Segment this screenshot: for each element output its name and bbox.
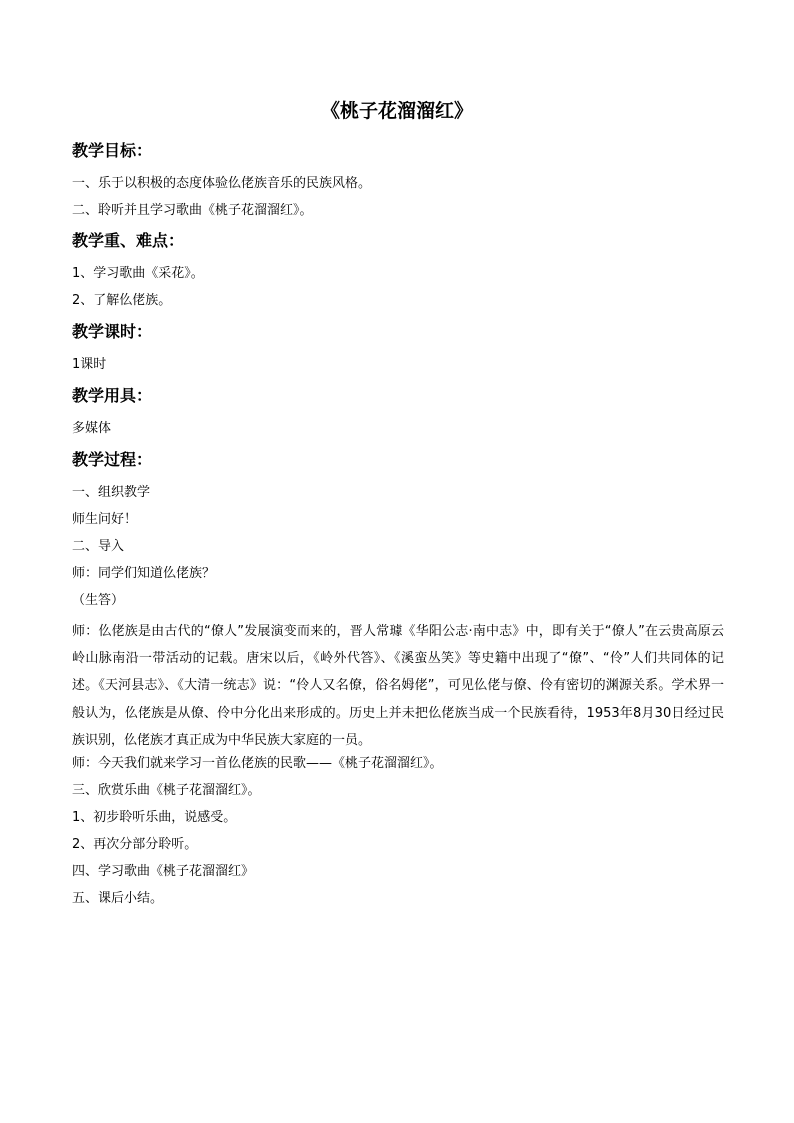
process-line: 五、课后小结。 bbox=[72, 891, 164, 906]
process-line: 2、再次分部分聆听。 bbox=[72, 837, 198, 852]
objective-item: 二、聆听并且学习歌曲《桃子花溜溜红》。 bbox=[72, 203, 313, 218]
process-heading: 教学过程： bbox=[72, 450, 153, 469]
duration-heading: 教学课时： bbox=[72, 322, 153, 341]
process-line: 师：同学们知道仫佬族？ bbox=[72, 566, 216, 581]
tools-text: 多媒体 bbox=[72, 421, 112, 436]
key-point-item: 2、了解仫佬族。 bbox=[72, 293, 172, 308]
duration-text: 1课时 bbox=[72, 357, 107, 372]
process-line: 二、导入 bbox=[72, 539, 125, 554]
process-paragraph: 师：仫佬族是由古代的“僚人”发展演变而来的，晋人常璩《华阳公志·南中志》中，即有关于“僚人”在云贵高原云岭山脉南沿一带活动的记载。唐宋以后，《岭外代答》、《溪蛮丛笑》等史籍中出现了“僚”、“伶”人们共同体的记述。《天河县志》、《大清一统志》说：“伶人又名僚，俗名姆佬”，可见仫佬与僚、伶有密切的渊源关系。学术界一般认为，仫佬族是从僚、伶中分化出来形成的。历史上并未把仫佬族当成一个民族看待，1953年8月30日经过民族识别，仫佬族才真正成为中华民族大家庭的一员。 bbox=[72, 624, 724, 748]
process-line: （生答） bbox=[72, 593, 125, 608]
process-line: 四、学习歌曲《桃子花溜溜红》 bbox=[72, 864, 255, 879]
tools-heading: 教学用具： bbox=[72, 386, 153, 405]
process-line: 三、欣赏乐曲《桃子花溜溜红》。 bbox=[72, 783, 261, 798]
key-points-heading: 教学重、难点： bbox=[72, 231, 185, 250]
process-line: 师：今天我们就来学习一首仫佬族的民歌——《桃子花溜溜红》。 bbox=[72, 756, 443, 771]
process-line: 1、初步聆听乐曲，说感受。 bbox=[72, 810, 237, 825]
key-point-item: 1、学习歌曲《采花》。 bbox=[72, 266, 204, 281]
process-line: 一、组织教学 bbox=[72, 485, 151, 500]
process-line: 师生问好！ bbox=[72, 512, 138, 527]
objective-item: 一、乐于以积极的态度体验仫佬族音乐的民族风格。 bbox=[72, 176, 372, 191]
objectives-heading: 教学目标： bbox=[72, 141, 153, 160]
document-title: 《桃子花溜溜红》 bbox=[320, 100, 473, 122]
